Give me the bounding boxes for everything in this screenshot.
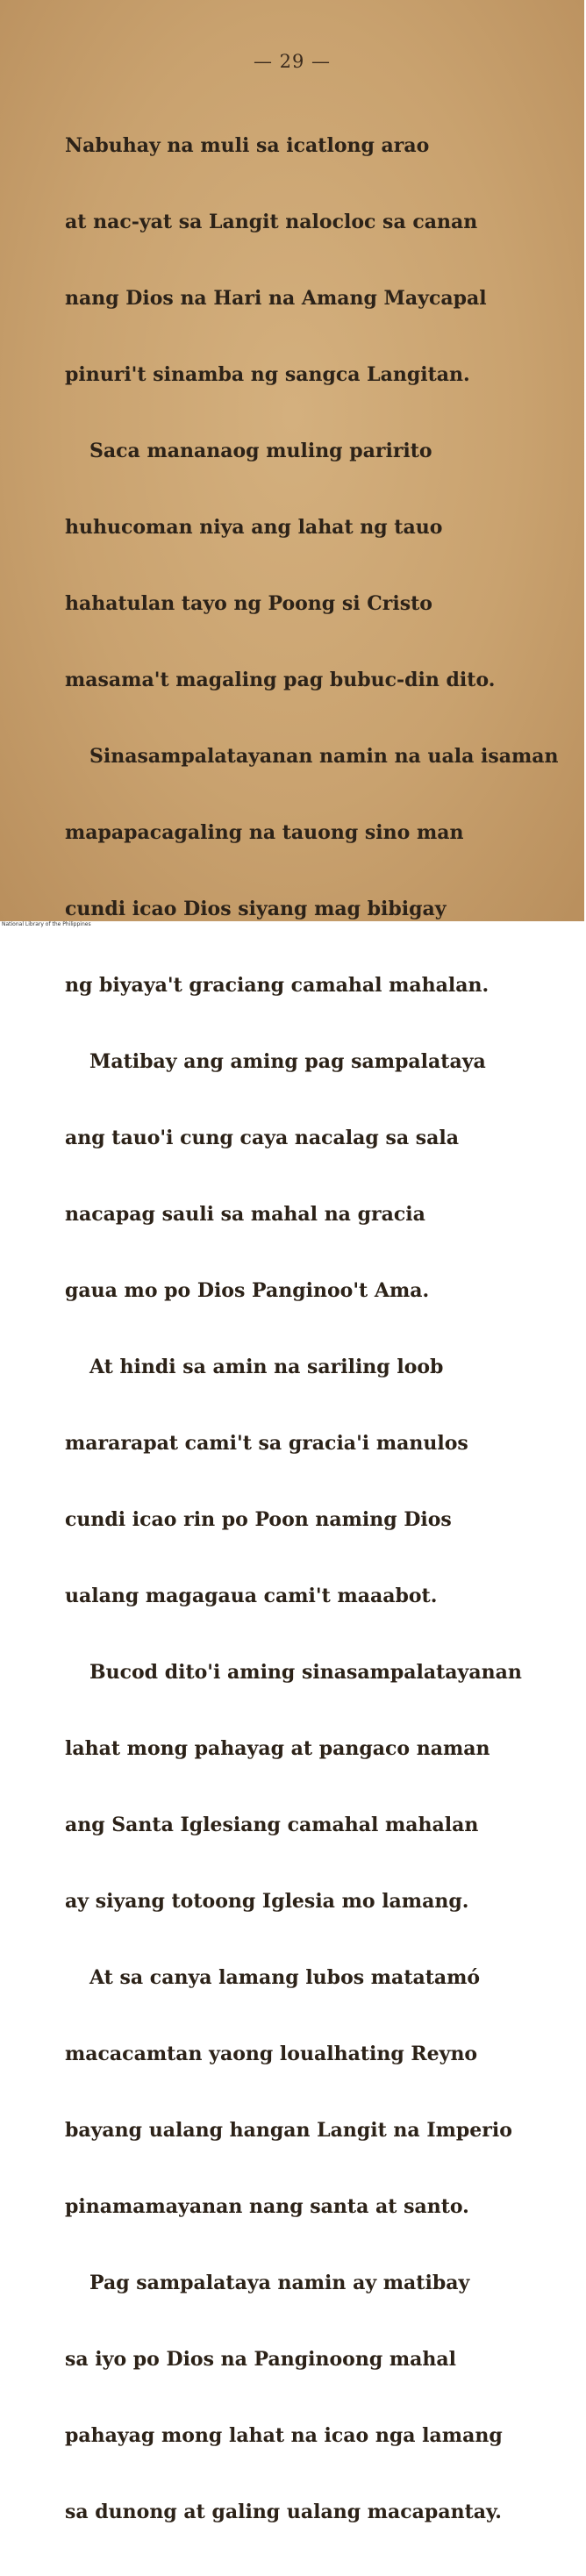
verse-line: sa dunong at galing ualang macapantay. [65,2501,502,2523]
verse-line: nacapag sauli sa mahal na gracia [65,1203,425,1226]
verse-line: Sinasampalatayanan namin na uala isaman [89,745,559,768]
verse-line: Nabuhay na muli sa icatlong arao [65,134,430,157]
verse-line: cundi icao rin po Poon naming Dios [65,1508,452,1531]
verse-line: mararapat cami't sa gracia'i manulos [65,1432,468,1455]
verse-line: ang Santa Iglesiang camahal mahalan [65,1814,479,1836]
verse-line: pinamamayanan nang santa at santo. [65,2195,469,2218]
verse-line: hahatulan tayo ng Poong si Cristo [65,592,432,615]
verse-line: ng biyaya't graciang camahal mahalan. [65,974,490,997]
verse-line: bayang ualang hangan Langit na Imperio [65,2119,512,2142]
verse-line: At hindi sa amin na sariling loob [89,1356,444,1378]
verse-line: mapapacagaling na tauong sino man [65,821,464,844]
verse-line: ay siyang totoong Iglesia mo lamang. [65,1890,469,1913]
verse-line: At sa canya lamang lubos matatamó [89,1966,481,1989]
verse-line: Saca mananaog muling paririto [89,440,432,462]
verse-text [65,82,584,2576]
verse-line: pinuri't sinamba ng sangca Langitan. [65,363,470,386]
verse-line: Matibay ang aming pag sampalataya [89,1050,486,1073]
verse-line: macacamtan yaong loualhating Reyno [65,2043,478,2065]
verse-line: pahayag mong lahat na icao nga lamang [65,2424,503,2447]
verse-line: Bucod dito'i aming sinasampalatayanan [89,1661,522,1684]
verse-line: sa iyo po Dios na Panginoong mahal [65,2348,457,2371]
verse-line: at nac-yat sa Langit nalocloc sa canan [65,211,478,233]
verse-line: Pag sampalataya namin ay matibay [89,2272,470,2294]
library-credit: National Library of the Philippines [0,921,586,928]
verse-line: nang Dios na Hari na Amang Maycapal [65,287,487,310]
verse-line: lahat mong pahayag at pangaco naman [65,1737,490,1760]
page-number: — 29 — [253,51,332,72]
verse-line: cundi icao Dios siyang mag bibigay [65,898,447,920]
verse-line: masama't magaling pag bubuc-din dito. [65,669,496,691]
verse-line: ualang magagaua cami't maaabot. [65,1585,438,1607]
verse-line: huhucoman niya ang lahat ng tauo [65,516,443,539]
verse-line: gaua mo po Dios Panginoo't Ama. [65,1279,430,1302]
verse-line: ang tauo'i cung caya nacalag sa sala [65,1127,460,1149]
